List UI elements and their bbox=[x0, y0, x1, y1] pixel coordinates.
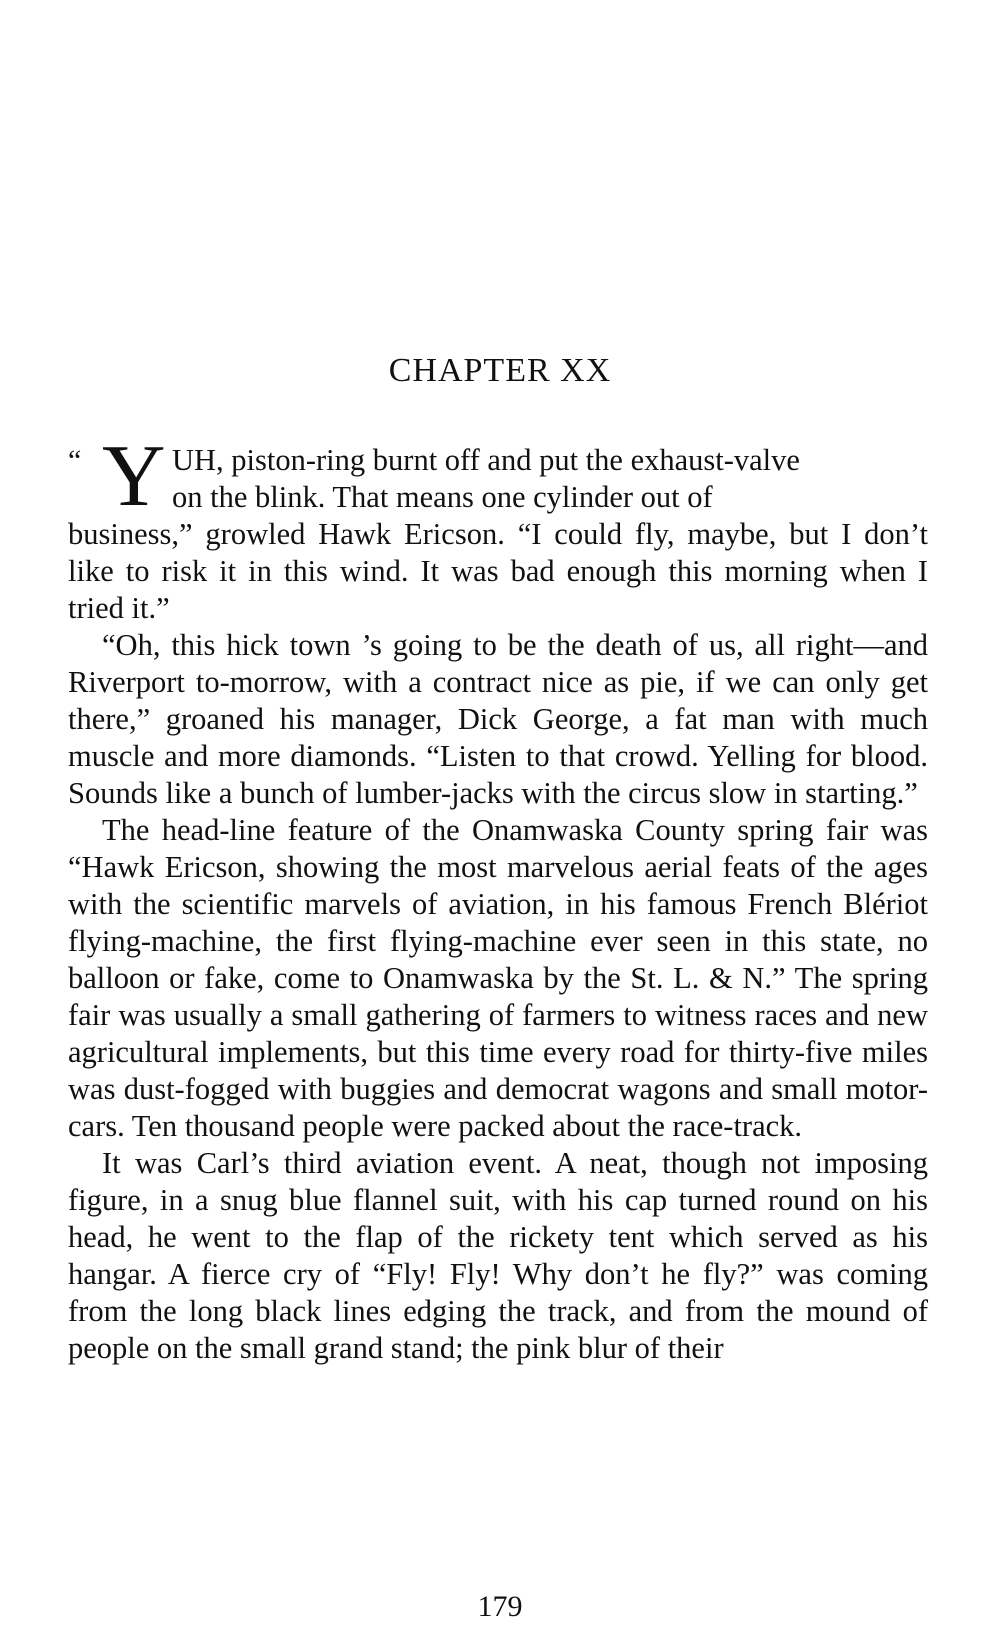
paragraph-1 bbox=[68, 428, 928, 525]
drop-cap-letter: Y bbox=[102, 428, 166, 525]
opening-quote-mark: “ bbox=[68, 444, 82, 477]
paragraph-1-line-2: on the blink. That means one cylinder out of bbox=[172, 480, 713, 514]
paragraph-1-continued: business,” growled Hawk Ericson. “I could fly, maybe, but I don’t like to risk it in this wind. It was bad enough this morning when I tried it.” bbox=[68, 517, 928, 625]
chapter-title: CHAPTER XX bbox=[388, 352, 612, 389]
paragraph-4: It was Carl’s third aviation event. A neat, though not imposing figure, in a snug blue flannel suit, with his cap turned round on his head, he went to the flap of the rickety tent which served as his hangar. A fierce cry of “Fly! Fly! Why don’t he fly?” was coming from the long black lines edging the track, and from the mound of people on the small grand stand; the pink blur of their bbox=[68, 1146, 928, 1365]
page-number: 179 bbox=[477, 1590, 523, 1623]
chapter-body bbox=[68, 428, 928, 1367]
paragraph-3: The head-line feature of the Onamwaska County spring fair was “Hawk Ericson, showing the most marvelous aerial feats of the ages with the scientific marvels of aviation, in his famous French Blériot flying-machine, the first flying-machine ever seen in this state, no balloon or fake, come to Onamwaska by the St. L. & N.” The spring fair was usually a small gathering of farmers to witness races and new agricultural implements, but this time every road for thirty-five miles was dust-fogged with buggies and democrat wagons and small motor-cars. Ten thousand people were packed about the race-track. bbox=[68, 813, 928, 1143]
paragraph-1-line-1: UH, piston-ring burnt off and put the exhaust-valve bbox=[172, 443, 800, 477]
paragraph-2: “Oh, this hick town ’s going to be the death of us, all right—and Riverport to-morrow, with a contract nice as pie, if we can only get there,” groaned his manager, Dick George, a fat man with much muscle and more diamonds. “Listen to that crowd. Yelling for blood. Sounds like a bunch of lumber-jacks with the circus slow in starting.” bbox=[68, 628, 928, 810]
